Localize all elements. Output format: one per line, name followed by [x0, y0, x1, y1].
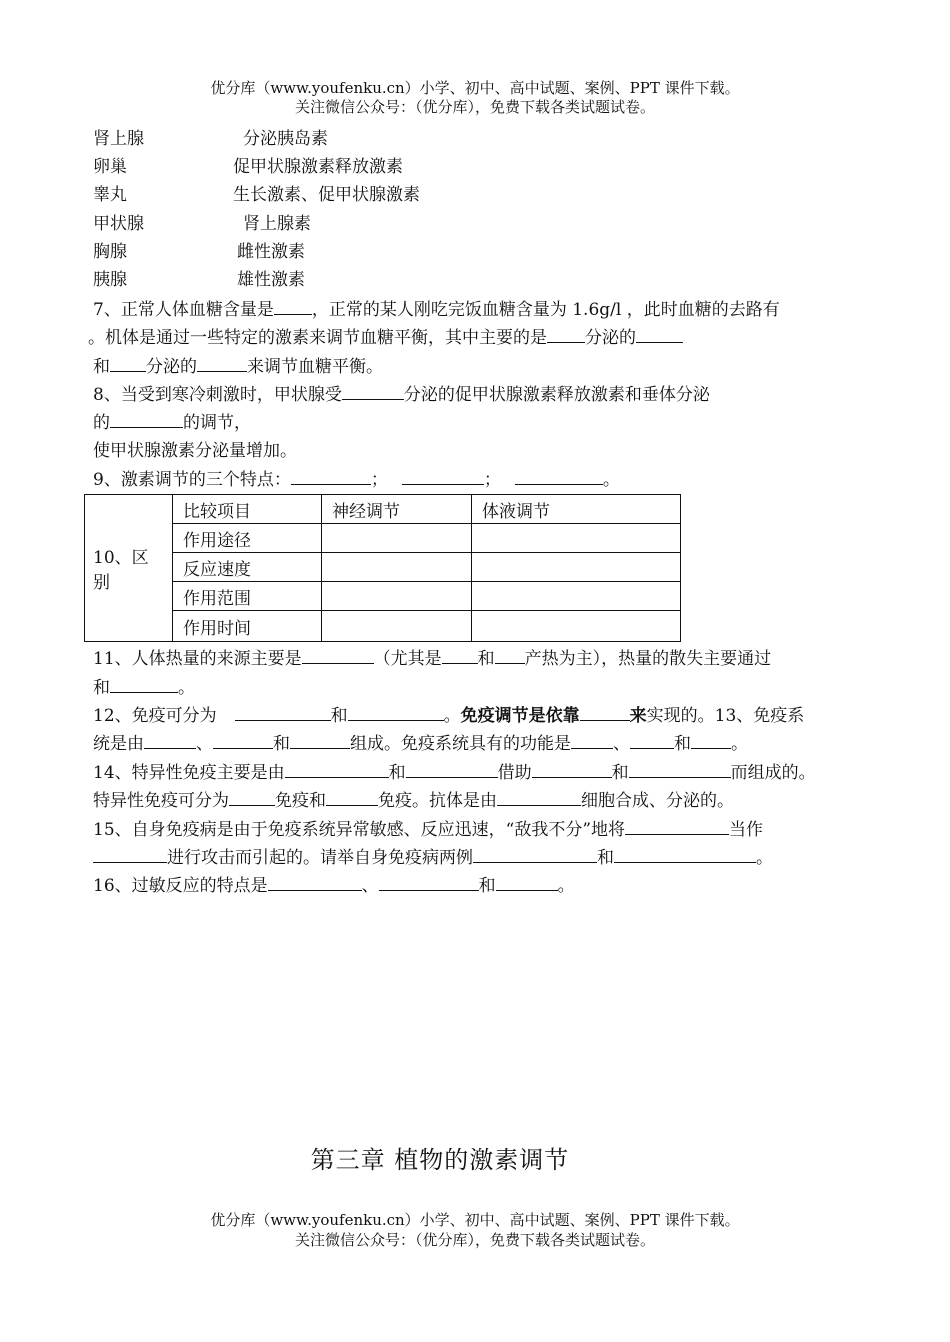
table-cell — [472, 524, 681, 553]
question-9: 9、激素调节的三个特点： ； ； 。 — [93, 467, 620, 492]
gland-right-5: 雄性激素 — [237, 270, 305, 290]
row-label: 作用途径 — [173, 524, 322, 553]
question-14-line-2: 特异性免疫可分为 免疫和 免疫。抗体是由 细胞合成、分泌的。 — [93, 788, 734, 813]
page-footer-line-2: 关注微信公众号：（优分库），免费下载各类试题试卷。 — [294, 1231, 655, 1249]
table-cell — [472, 611, 681, 642]
question-11-line-2: 和 。 — [93, 675, 195, 700]
question-14-line-1: 14、特异性免疫主要是由 和 借助 和 而组成的。 — [93, 760, 816, 785]
gland-left-0: 肾上腺 — [93, 129, 144, 149]
page-footer-line-1: 优分库（www.youfenku.cn）小学、初中、高中试题、案例、PPT 课件下载。 — [210, 1211, 740, 1229]
question-7-line-2: 。机体是通过一些特定的激素来调节血糖平衡，其中主要的是 分泌的 — [88, 325, 683, 350]
table-header-item: 比较项目 — [173, 495, 322, 524]
table-header-nerve: 神经调节 — [322, 495, 472, 524]
question-8-line-3: 使甲状腺激素分泌量增加。 — [93, 441, 297, 461]
table-cell — [322, 553, 472, 582]
gland-right-4: 雌性激素 — [237, 242, 305, 262]
question-16: 16、过敏反应的特点是 、 和 。 — [93, 873, 575, 898]
question-7-line-3: 和 分泌的 来调节血糖平衡。 — [93, 354, 383, 379]
gland-left-5: 胰腺 — [93, 270, 127, 290]
gland-right-1: 促甲状腺激素释放激素 — [233, 157, 403, 177]
gland-left-2: 睾丸 — [93, 185, 127, 205]
table-row — [85, 524, 681, 553]
question-12-line-1: 12、免疫可分为 和 。免疫调节是依靠 来实现的。13、免疫系 — [93, 703, 804, 728]
table-row — [85, 582, 681, 611]
gland-left-3: 甲状腺 — [93, 214, 144, 234]
row-label: 反应速度 — [173, 553, 322, 582]
table-cell — [472, 553, 681, 582]
question-15-line-1: 15、自身免疫病是由于免疫系统异常敏感、反应迅速，“敌我不分”地将 当作 — [93, 817, 763, 842]
page-header-line-2: 关注微信公众号：（优分库），免费下载各类试题试卷。 — [294, 98, 655, 116]
table-row — [85, 553, 681, 582]
comparison-table — [84, 494, 681, 642]
gland-right-3: 肾上腺素 — [243, 214, 311, 234]
table-cell — [322, 524, 472, 553]
table-cell — [472, 582, 681, 611]
row-label: 作用时间 — [173, 611, 322, 642]
question-12-line-2: 统是由 、 和 组成。免疫系统具有的功能是 、 和 。 — [93, 731, 748, 756]
page-header-line-1: 优分库（www.youfenku.cn）小学、初中、高中试题、案例、PPT 课件下载。 — [210, 79, 740, 97]
gland-left-4: 胸腺 — [93, 242, 127, 262]
table-cell — [322, 582, 472, 611]
gland-right-0: 分泌胰岛素 — [243, 129, 328, 149]
question-8-line-1: 8、当受到寒冷刺激时，甲状腺受 分泌的促甲状腺激素释放激素和垂体分泌 — [93, 382, 710, 407]
gland-right-2: 生长激素、促甲状腺激素 — [233, 185, 420, 205]
table-header-humoral: 体液调节 — [472, 495, 681, 524]
question-7-line-1: 7、正常人体血糖含量是 ，正常的某人刚吃完饭血糖含量为 1.6g/l ，此时血糖的去路有 — [93, 297, 780, 322]
row-label: 作用范围 — [173, 582, 322, 611]
chapter-title: 第三章 植物的激素调节 — [310, 1146, 570, 1174]
question-11-line-1: 11、人体热量的来源主要是 （尤其是 和 产热为主），热量的散失主要通过 — [93, 646, 771, 671]
table-label: 10、区 别 — [85, 495, 173, 642]
question-15-line-2: 进行攻击而引起的。请举自身免疫病两例 和 。 — [93, 845, 773, 870]
table-row — [85, 611, 681, 642]
gland-left-1: 卵巢 — [93, 157, 127, 177]
table-cell — [322, 611, 472, 642]
question-8-line-2: 的 的调节， — [93, 410, 251, 435]
